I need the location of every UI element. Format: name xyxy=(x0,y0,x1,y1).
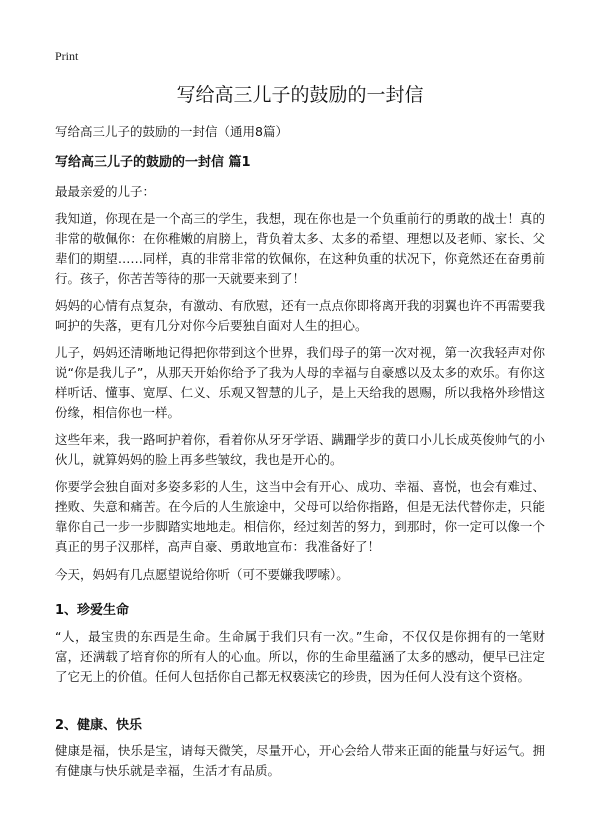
document-subtitle: 写给高三儿子的鼓励的一封信（通用8篇） xyxy=(55,124,288,139)
paragraph: 我知道，你现在是一个高三的学生，我想，现在你也是一个负重前行的勇敢的战士！真的非常的敬佩你：在你稚嫩的肩膀上，背负着太多、太多的希望、理想以及老师、家长、父辈们的期望……同样，真的非常非常的钦佩你，在这种负重的状况下，你竟然还在奋勇前行。孩子，你苦苦等待的那一天就要来到了！ xyxy=(55,211,545,286)
paragraph: 你要学会独自面对多姿多彩的人生，这当中会有开心、成功、幸福、喜悦，也会有难过、挫败、失意和痛苦。在今后的人生旅途中，父母可以给你指路，但是无法代替你走，只能靠你自己一步一步脚踏实地地走。相信你，经过刻苦的努力，到那时，你一定可以像一个真正的男子汉那样，高声自豪、勇敢地宣布：我准备好了！ xyxy=(55,479,545,554)
heading-health-happiness: 2、健康、快乐 xyxy=(55,718,143,733)
paragraph: 妈妈的心情有点复杂，有激动、有欣慰，还有一点点你即将离开我的羽翼也许不再需要我呵护的失落，更有几分对你今后要独自面对人生的担心。 xyxy=(55,298,545,333)
section-title: 写给高三儿子的鼓励的一封信 篇1 xyxy=(55,155,251,170)
document-title: 写给高三儿子的鼓励的一封信 xyxy=(176,84,424,106)
paragraph: 健康是福，快乐是宝，请每天微笑，尽量开心，开心会给人带来正面的能量与好运气。拥有健康与快乐就是幸福，生活才有品质。 xyxy=(55,743,545,778)
paragraph: 儿子，妈妈还清晰地记得把你带到这个世界，我们母子的第一次对视，第一次我轻声对你说“你是我儿子”，从那天开始你给予了我为人母的幸福与自豪感以及太多的欢乐。有你这样听话、懂事、宽厚、仁义、乐观又智慧的儿子，是上天给我的恩赐，所以我格外珍惜这份缘，相信你也一样。 xyxy=(55,345,545,420)
paragraph: 今天，妈妈有几点愿望说给你听（可不要嫌我啰嗦）。 xyxy=(55,567,349,582)
paragraph: 这些年来，我一路呵护着你，看着你从牙牙学语、蹒跚学步的黄口小儿长成英俊帅气的小伙儿，就算妈妈的脸上再多些皱纹，我也是开心的。 xyxy=(55,432,545,467)
salutation: 最最亲爱的儿子： xyxy=(55,184,156,199)
paragraph: “人，最宝贵的东西是生命。生命属于我们只有一次。”生命，不仅仅是你拥有的一笔财富，还满载了培育你的所有人的心血。所以，你的生命里蕴涵了太多的感动，便早已注定了它无上的价值。任何人包括你自己都无权亵渎它的珍贵，因为任何人没有这个资格。 xyxy=(55,629,545,684)
heading-cherish-life: 1、珍爱生命 xyxy=(55,603,130,618)
print-link[interactable]: Print xyxy=(55,49,79,63)
